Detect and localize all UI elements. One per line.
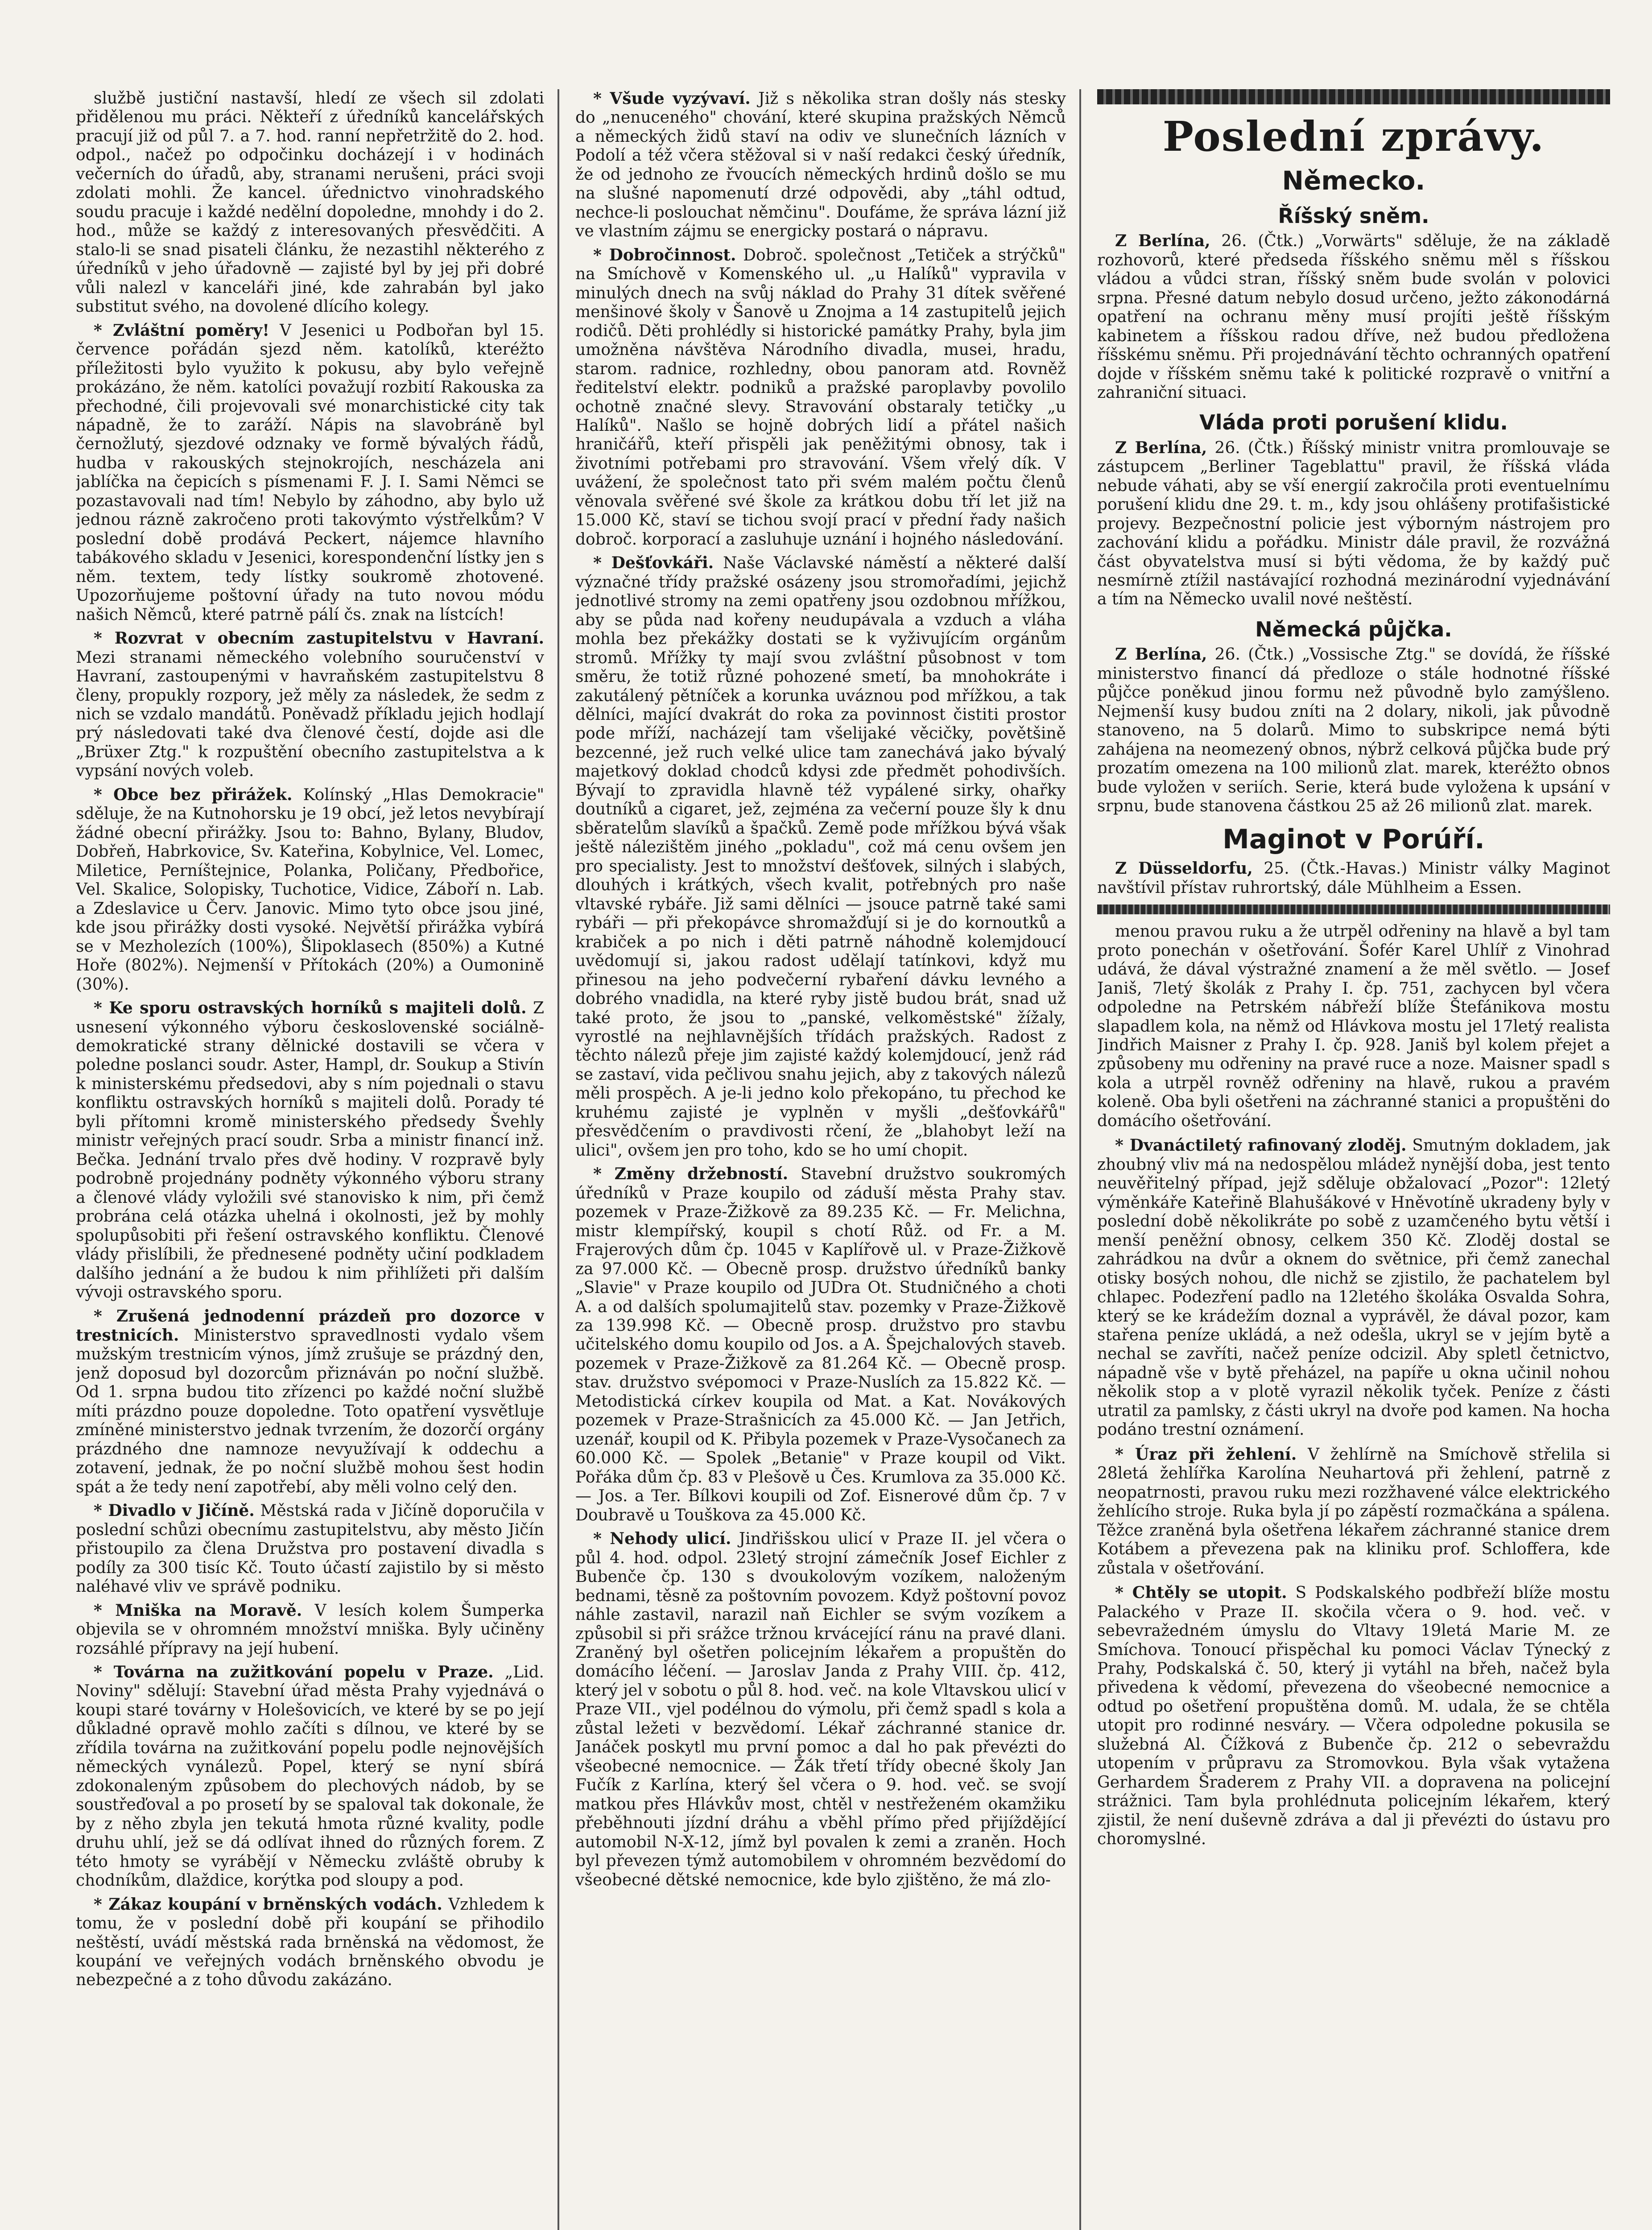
article-text: Jindřišskou ulicí v Praze II. jel včera o půl 4. hod. odpol. 23letý strojní zámečník Josef Eichler z Bubenče čp. 130 s dvoukolovým vozíkem, naloženým bednami, těsně za poštovním povozem. Když poštovní povoz náhle zastavil, narazil naň Eichler se svým vozíkem a způsobil si při srážce tržnou krvácející ránu na pravé dlani. Zraněný byl ošetřen policejním lékařem a propuštěn do domácího léčení. — Jaroslav Janda z Prahy VIII. čp. 412, který jel v sobotu o půl 8. hod. več. na kole Vltavskou ulicí v Praze VII., vjel podélnou do výmolu, při čemž spadl s kola a zůstal ležeti v bezvědomí. Lékař záchranné stanice dr. Janáček poskytl mu první pomoc a dal ho pak převézti do všeobecné nemocnice. — Žák třetí třídy obecné školy Jan Fučík z Karlína, který šel včera o 9. hod. več. se svojí matkou přes Hlávkův most, chtěl v nestřeženém okamžiku přeběhnouti jízdní dráhu a vběhl přímo před přijíždějící automobil N-X-12, jímž byl povalen k zemi a zraněn. Hoch byl převezen týmž automobilem v ohromném bezvědomí do všeobecné dětské nemocnice, kde bylo zjištěno, že má zlo- xyxy=(575,1530,1066,1889)
article-headline: * Dvanáctiletý rafinovaný zloděj. xyxy=(1115,1136,1407,1155)
article-headline: * Změny držebností. xyxy=(593,1165,789,1184)
article-paragraph xyxy=(575,89,1066,241)
article-text: Mezi stranami německého volebního souručenství v Havraní, zastoupenými v havraňském zastupitelstvu 8 členy, propukly rozpory, jež měly za následek, že sedm z nich se vzdalo mandátů. Poněvadž příkladu jejich hodlají prý následovati také dva členové čestí, dojde asi dle „Brüxer Ztg." k rozpuštění obecního zastupitelstva a k vypsání nových voleb. xyxy=(76,648,544,780)
separator-ornament xyxy=(1097,904,1610,914)
continued-articles xyxy=(1097,922,1610,1849)
top-ornament-bar xyxy=(1097,89,1610,104)
column-divider xyxy=(558,89,559,2230)
article-paragraph xyxy=(1097,1136,1610,1440)
article-text: S Podskalského podbřeží blíže mostu Palackého v Praze II. skočila včera o 9. hod. več. v sebevražedném úmyslu do Vltavy 19letá Marie M. ze Smíchova. Tonoucí přispěchal ku pomoci Václav Týnecký z Prahy, Podskalská č. 50, který ji vytáhl na břeh, načež byla přivedena k vědomí, převezena do všeobecné nemocnice a odtud po ošetření propuštěna domů. M. udala, že se chtěla utopit pro rodinné nesváry. — Včera odpoledne pokusila se služebná Al. Čížková z Bubenče čp. 212 o sebevraždu utopením v průpravu za Stromovkou. Byla však vytažena Gerhardem Šraderem z Prahy VII. a dopravena na policejní strážnici. Tam byla prohlédnuta policejním lékařem, který zjistil, že není duševně zdráva a dal ji převézti do ústavu pro choromyslné. xyxy=(1097,1584,1610,1849)
article-paragraph xyxy=(76,1307,544,1497)
news-subheading: Maginot v Porúří. xyxy=(1222,824,1485,855)
article-paragraph xyxy=(76,1895,544,1990)
article-paragraph xyxy=(575,553,1066,1160)
article-paragraph xyxy=(575,246,1066,549)
article-headline: * Ke sporu ostravských horníků s majiteli dolů. xyxy=(94,999,527,1018)
column-1 xyxy=(76,89,544,2230)
news-subheading: Německá půjčka. xyxy=(1255,617,1452,641)
column-2 xyxy=(575,89,1066,2230)
article-text: Naše Václavské náměstí a některé další význačné třídy pražské osázeny jsou stromořadími, jejichž jednotlivé stromy na zemi opatřeny jsou ozdobnou mřížkou, aby se půda nad kořeny neudupávala a vzduch a vláha mohla bez překážky dostati se k vyživujícím orgánům stromů. Mřížky ty mají svou zvláštní působnost v tom směru, že totiž různé pohozené smetí, ba mnohokráte i zakutálený pětníček a korunka uváznou pod mřížkou, a tak dělníci, mající dvakrát do roka za povinnost čistiti prostor pode mříží, nacházejí tam všelijaké věcičky, povětšině bezcenné, jež ruch velké ulice tam zanechává jako bývalý majetkový doklad chodců kdysi zde předmět pohodivších. Bývají to zpravidla hlavně též vypálené sirky, ohařky doutníků a cigaret, jež, zejména za večerní pouze šly k dnu sběratelům slavíků a špačků. Země pode mřížkou bývá však ještě nálezištěm jiného „pokladu", což má cenu ovšem jen pro specialisty. Jest to množství dešťovek, silných i slabých, dlouhých i krátkých, všech kvalit, potřebných pro naše vltavské rybáře. Již sami dělníci — jsouce patrně také sami rybáři — při překopávce shromažďují si je do kornoutků a krabiček a po nich i děti patrně náhodně kolemjdoucí uvědomují si, jakou radost udělají tatínkovi, když mu přinesou na jeho podvečerní rybaření dávku levného a dobrého vnadidla, na které ryby jistě budou brát, snad už také proto, že jsou to „panské, velkoměstské" žížaly, vyrostlé na nejhlavnějších třídách pražských. Radost z těchto nálezů přeje jim zajisté každý kolemjdoucí, jenž rád se zastaví, vida pečlivou snahu jejich, aby z takových nálezů měli prospěch. A je-li jedno kolo překopáno, tu přechod ke kruhému zajisté je vyplněn v myšli „dešťovkářů" přesvědčením o pravdivosti rčení, že „blahobyt leží na ulici", ovšem jen pro toho, kdo se ho umí chopit. xyxy=(575,554,1066,1160)
article-headline: * Dešťovkáři. xyxy=(593,553,714,573)
article-paragraph xyxy=(575,1529,1066,1890)
article-headline: * Zrušená jednodenní prázdeň pro dozorce v trestnicích. xyxy=(76,1306,544,1345)
article-paragraph xyxy=(575,1165,1066,1525)
article-headline: * Obce bez přirážek. xyxy=(94,785,293,804)
article-text: Z usnesení výkonného výboru československé sociálně-demokratické strany dělnické dostavili se včera v poledne poslanci soudr. Aster, Hampl, dr. Soukup a Stivín k ministerskému předsedovi, aby s ním pojednali o stavu konfliktu ostravských horníků s majiteli dolů. Porady té byli přítomni kromě ministerského předsedy Švehly ministr veřejných prací soudr. Srba a ministr financí inž. Bečka. Jednání trvalo přes dvě hodiny. V rozpravě byly podrobně projednány podněty výkonného výboru strany a členové vlády vyložili své stanovisko k nim, při čemž probrána celá otázka uhelná i okolnosti, jež by mohly spolupůsobiti při řešení ostravského konfliktu. Členové vlády přislíbili, že přednesené podněty učiní podkladem dalšího jednání a že budou k nim přihlížeti při dalším vývoji ostravského sporu. xyxy=(76,999,544,1302)
article-paragraph xyxy=(1097,922,1610,1131)
column-divider xyxy=(1079,89,1081,2230)
article-paragraph xyxy=(76,1501,544,1596)
article-headline: * Všude vyzývaví. xyxy=(593,89,751,108)
article-text: 26. (Čtk.) „Vorwärts" sděluje, že na základě rozhovorů, které předseda říšského sněmu měl s říšskou vládou a vůdci stran, říšský sněm bude svolán v polovici srpna. Přesné datum nebylo dosud určeno, ježto zákonodárná opatření na ochranu měny musí projíti ještě říšským kabinetem a říšskou radou dříve, než budou předložena říšskému sněmu. Při projednávání těchto ochranných opatření dojde v říšském sněmu také k politické rozpravě o vnitřní a zahraniční situaci. xyxy=(1097,232,1610,402)
article-paragraph xyxy=(76,785,544,994)
article-text: 25. (Čtk.-Havas.) Ministr války Maginot navštívil přístav ruhrortský, dále Mühlheim a Essen. xyxy=(1097,859,1610,897)
article-text: Kolínský „Hlas Demokracie" sděluje, že na Kutnohorsku je 19 obcí, jež letos nevybírají žádné obecní přirážky. Jsou to: Bahno, Bylany, Bludov, Dobřeň, Habrkovice, Sv. Kateřina, Kobylnice, Vel. Lomec, Miletice, Perníštejnice, Polanka, Poličany, Předbořice, Vel. Skalice, Solopisky, Tuchotice, Vidice, Záboří n. Lab. a Zdeslavice u Červ. Janovic. Mimo tyto obce jsou jiné, kde jsou přirážky dosti vysoké. Největší přirážka vybírá se v Mezholezích (100%), Šlipoklasech (850%) a Kutné Hoře (802%). Nejmenší v Přítokách (20%) a Oumonině (30%). xyxy=(76,785,544,994)
article-paragraph xyxy=(1097,645,1610,816)
article-headline: * Továrna na zužitkování popelu v Praze. xyxy=(94,1662,494,1681)
article-paragraph xyxy=(76,1663,544,1891)
article-text: V Jesenici u Podbořan byl 15. července pořádán sjezd něm. katolíků, kteréžto příležitosti bylo využito k pokusu, aby bylo veřejně prokázáno, že něm. katolíci považují rozbití Rakouska za přechodné, čili projevovali své monarchistické city tak nápadně, že to zaráží. Nápis na slavobráně byl černožlutý, sjezdové odznaky ve formě bývalých řádů, hudba v rakouských stejnokrojích, nescházela ani jablíčka na čepicích s písmenami F. J. I. Sami Němci se pozastavovali nad tím! Nebylo by záhodno, aby bylo už jednou rázně zakročeno proti takovýmto výstřelkům? V poslední době prodává Peckert, nájemce hlavního tabákového skladu v Jesenici, korespondenční lístky jen s něm. textem, tedy lístky soukromě zhotovené. Upozorňujeme poštovní úřady na tuto novou módu našich Němců, které patrně pálí čs. znak na lístcích! xyxy=(76,321,544,624)
article-headline: * Chtěly se utopit. xyxy=(1115,1583,1287,1602)
news-subheading: Vláda proti porušení klidu. xyxy=(1199,410,1508,435)
article-text: „Lid. Noviny" sdělují: Stavební úřad města Prahy vyjednává o koupi staré továrny v Holešovicích, ve které by se po její důkladné opravě mohlo začíti s dílnou, ve které by se zřídila továrna na zužitkování popelu podle nejnovějších německých vynálezů. Popel, který se nyní sbírá zdokonaleným způsobem do plechových nádob, by se soustřeďoval a po prosetí by se spaloval tak dokonale, že by z něho zbyla jen tekutá hmota různé kvality, podle druhu uhlí, jež se dá odlívat ihned do různých forem. Z této hmoty se vyrábějí v Německu zvláště obruby k chodníkům, dlaždice, korýtka pod sloupy a pod. xyxy=(76,1663,544,1890)
article-headline: * Dobročinnost. xyxy=(593,245,736,264)
article-paragraph xyxy=(1097,438,1610,609)
article-text: Již s několika stran došly nás stesky do „nenuceného" chování, které skupina pražských Němců a německých židů staví na odiv ve slunečních lázních v Podolí a též včera stěžoval si v naší redakci český úředník, že od jednoho ze řvoucích německých hrdinů došlo se mu na slušné napomenutí drzé odpovědi, aby „táhl odtud, nechce-li poslouchat němčinu". Doufáme, že správa lázní již ve vlastním zájmu se energicky postará o nápravu. xyxy=(575,90,1066,241)
article-headline: * Rozvrat v obecním zastupitelstvu v Havraní. xyxy=(94,629,544,648)
news-blocks xyxy=(1097,204,1610,897)
article-text: menou pravou ruku a že utrpěl odřeniny na hlavě a byl tam proto ponechán v ošetřování. Šofér Karel Uhlíř z Vinohrad udává, že dával výstražné znamení a že měl světlo. — Josef Janiš, 7letý školák z Prahy I. čp. 751, zachycen byl včera odpoledne na Petrském nábřeží blíže Štefánikova mostu slapadlem kola, na němž od Hlávkova mostu jel 17letý realista Jindřich Maisner z Prahy I. čp. 928. Janiš byl kolem přejet a způsobeny mu odřeniny na pravé ruce a noze. Maisner spadl s kola a utrpěl rovněž odřeniny na hlavě, rukou a pravém koleně. Oba byli ošetřeni na záchranné stanici a propuštěni do domácího ošetřování. xyxy=(1097,922,1610,1130)
article-text: Vzhledem k tomu, že v poslední době při koupání se přihodilo neštěstí, uvádí městská rada brněnská na vědomost, že koupání ve veřejných vodách brněnského obvodu je nebezpečné a z toho důvodu zakázáno. xyxy=(76,1895,544,1990)
newspaper-page xyxy=(76,89,1610,2230)
article-paragraph xyxy=(1097,231,1610,402)
article-text: 26. (Čtk.) „Vossische Ztg." se dovídá, že říšské ministerstvo financí dá předloze o stále hodnotné říšské půjčce poněkud jinou formu než původně bylo zamýšleno. Nejmenší kusy budou zníti na 2 dolary, nikoli, jak původně stanoveno, na 5 dolarů. Mimo to subskripce nemá býti zahájena na neomezený obnos, nýbrž celková půjčka bude prý prozatím omezena na 100 milionů zlat. marek, kteréžto obnos bude vyložen v seriích. Serie, která bude vyložena k upsání v srpnu, bude stanovena částkou 25 až 26 milionů zlat. marek. xyxy=(1097,645,1610,815)
article-text: Dobroč. společnost „Tetiček a strýčků" na Smíchově v Komenského ul. „u Halíků" vypravila v minulých dnech na svůj náklad do Prahy 31 dítek svěřené menšinové školy v Šanově u Znojma a 14 zastupitelů jejich rodičů. Děti prohlédly si historické památky Prahy, byla jim umožněna návštěva Národního divadla, musei, hradu, starom. radnice, rozhledny, obou panoram atd. Rovněž ředitelství elektr. podniků a pražské paroplavby povolilo ochotně značné slevy. Stravování obstaraly tetičky „u Halíků". Našlo se hojně dobrých lidí a přátel našich hraničářů, kteří přispěli jak peněžitými obnosy, tak i životními potřebami pro stravování. Všem vřelý dík. V uvážení, že společnost tato při svém malém počtu členů věnovala svěřené své škole za krátkou dobu tří let již na 15.000 Kč, staví se tichou svojí prací v přední řady našich dobroč. korporací a zasluhuje uznání i hojného následování. xyxy=(575,246,1066,549)
news-subheading: Říšský sněm. xyxy=(1278,203,1429,228)
article-text: V žehlírně na Smíchově střelila si 28letá žehlířka Karolína Neuhartová při žehlení, patrně z neopatrnosti, pravou ruku mezi rozžhavené válce elektrického žehlícího stroje. Ruka byla jí po zápěstí rozmačkána a spálena. Těžce zraněná byla ošetřena lékařem záchranné stanice drem Kotábem a převezena pak na kliniku prof. Schloffera, kde zůstala v ošetřování. xyxy=(1097,1445,1610,1578)
article-headline: * Nehody ulicí. xyxy=(593,1529,731,1549)
article-headline: * Zákaz koupání v brněnských vodách. xyxy=(94,1895,442,1914)
article-text: 26. (Čtk.) Říšský ministr vnitra promlouvaje se zástupcem „Berliner Tageblattu" pravil, že říšská vláda nebude váhati, aby se vší energií zakročila proti eventuelnímu porušení klidu dne 29. t. m., kdy jsou ohlášeny protifašistické projevy. Bezpečnostní policie jest výborným nástrojem pro zachování klidu a pořádku. Ministr dále pravil, že rozvážná část obyvatelstva musí si býti vědoma, že by každý puč nesmírně ztížil nastávající rozhodná mezinárodní vyjednávání a tím na Německo uvalil nové neštěstí. xyxy=(1097,438,1610,609)
article-paragraph xyxy=(1097,1583,1610,1849)
article-text: V lesích kolem Šumperka objevila se v ohromném množství mniška. Byly učiněny rozsáhlé přípravy na její hubení. xyxy=(76,1601,544,1658)
article-text: Stavební družstvo soukromých úředníků v Praze koupilo od záduší města Prahy stav. pozemek v Praze-Žižkově za 89.235 Kč. — Fr. Melichna, mistr klempířský, koupil s chotí Růž. od Fr. a M. Frajerových dům čp. 1045 v Kaplířově ul. v Praze-Žižkově za 97.000 Kč. — Obecně prosp. družstvo úředníků banky „Slavie" v Praze koupilo od JUDra Ot. Studničného a choti A. a od dalších spolumajitelů stav. pozemky v Praze-Žižkově za 139.998 Kč. — Obecně prosp. družstvo pro stavbu učitelského domu koupilo od Jos. a A. Špejchalových staveb. pozemek v Praze-Žižkově za 81.264 Kč. — Obecně prosp. stav. družstvo svépomoci v Praze-Nuslích za 15.822 Kč. — Metodistická církev koupila od Mat. a Kat. Novákových pozemek v Praze-Strašnicích za 45.000 Kč. — Jan Jetřich, uzenář, koupil od K. Přibyla pozemek v Praze-Vysočanech za 60.000 Kč. — Spolek „Betanie" v Praze koupil od Vikt. Pořáka dům čp. 83 v Plešově u Čes. Krumlova za 35.000 Kč. — Jos. a Ter. Bílkovi koupili od Zof. Eisnerové dům čp. 7 v Doubravě u Touškova za 45.000 Kč. xyxy=(575,1165,1066,1524)
article-paragraph xyxy=(1097,1445,1610,1578)
article-headline: * Zvláštní poměry! xyxy=(94,321,270,340)
article-headline: * Divadlo v Jičíně. xyxy=(94,1501,255,1520)
article-headline: Z Berlína, xyxy=(1115,231,1210,251)
country-heading: Německo. xyxy=(1282,165,1425,196)
article-text: službě justiční nastavší, hledí ze všech sil zdolati přidělenou mu práci. Někteří z úředníků kancelářských pracují již od půl 7. a 7. hod. ranní nepřetržitě do 2. hod. odpol., načež po odpočinku docházejí i v hodinách večerních do úřadů, aby, stranami nerušeni, práci svoji zdolati mohli. Že kancel. úřednictvo vinohradského soudu pracuje i každé nedělní dopoledne, mnohdy i do 2. hod., může se každý z interesovaných přesvědčiti. A stalo-li se snad pisateli článku, že nezastihl některého z úředníků v jeho úřadovně — zajisté byl by jej při dobré vůli nalezl v kanceláři jiné, kde zahrabán byl jako substitut svého, na dovolené dlícího kolegy. xyxy=(76,89,544,316)
section-masthead: Poslední zprávy. xyxy=(1162,112,1545,161)
article-headline: * Mniška na Moravě. xyxy=(94,1601,302,1620)
article-headline: Z Berlína, xyxy=(1115,645,1207,664)
article-headline: Z Berlína, xyxy=(1115,438,1207,457)
article-headline: * Úraz při žehlení. xyxy=(1115,1445,1297,1464)
column-3 xyxy=(1097,89,1610,2230)
article-text: Ministerstvo spravedlnosti vydalo všem mužským trestnicím výnos, jímž zrušuje se prázdný den, jenž doposud byl dozorcům přiznáván po noční službě. Od 1. srpna budou tito zřízenci po každé noční službě míti prázdno pouze dopoledne. Toto opatření vysvětluje zmíněné ministerstvo jednak tvrzením, že dozorčí orgány prázdného dne namnoze nevyužívají k oddechu a zotavení, jednak, že po noční službě mohou šest hodin spát a že tedy není zapotřebí, aby měli volno celý den. xyxy=(76,1326,544,1496)
article-paragraph xyxy=(76,629,544,781)
article-paragraph xyxy=(76,1601,544,1658)
article-paragraph xyxy=(76,321,544,625)
article-headline: Z Düsseldorfu, xyxy=(1115,859,1253,878)
article-paragraph xyxy=(1097,859,1610,897)
article-text: Městská rada v Jičíně doporučila v poslední schůzi obecnímu zastupitelstvu, aby město Jičín přistoupilo za člena Družstva pro postavení divadla s podíly za 300 tisíc Kč. Touto účastí zajistilo by si město naléhavé vliv ve správě podniku. xyxy=(76,1502,544,1596)
article-text: Smutným dokladem, jak zhoubný vliv má na nedospělou mládež nynější doba, jest tento neuvěřitelný případ, jejž sděluje obžalovací „Pozor": 12letý výměnkáře Kateřině Blahušákové v Hněvotíně ukradeny byly v poslední době několikráte po sobě z uzamčeného bytu větší i menší peněžní obnosy, celkem 350 Kč. Zloděj dostal se zahrádkou na dvůr a oknem do světnice, při čemž zanechal otisky bosých nohou, dle nichž se zjistilo, že pachatelem byl chlapec. Podezření padlo na 12letého školáka Osvalda Sohra, který se ke krádežím doznal a vyprávěl, že dával pozor, kam stařena peníze ukládá, a než odešla, ukryl se v jejím bytě a nechal se zavříti, načež peníze odcizil. Aby spletl četnictvo, nápadně vše v bytě přeházel, na papíře u okna učinil nohou několik stop a v plotě vyrazil několik tyček. Peníze z části utratil za pamlsky, z části ukryl na dvoře pod kamen. Na hocha podáno trestní oznámení. xyxy=(1097,1136,1610,1439)
article-paragraph xyxy=(76,89,544,317)
article-paragraph xyxy=(76,999,544,1302)
